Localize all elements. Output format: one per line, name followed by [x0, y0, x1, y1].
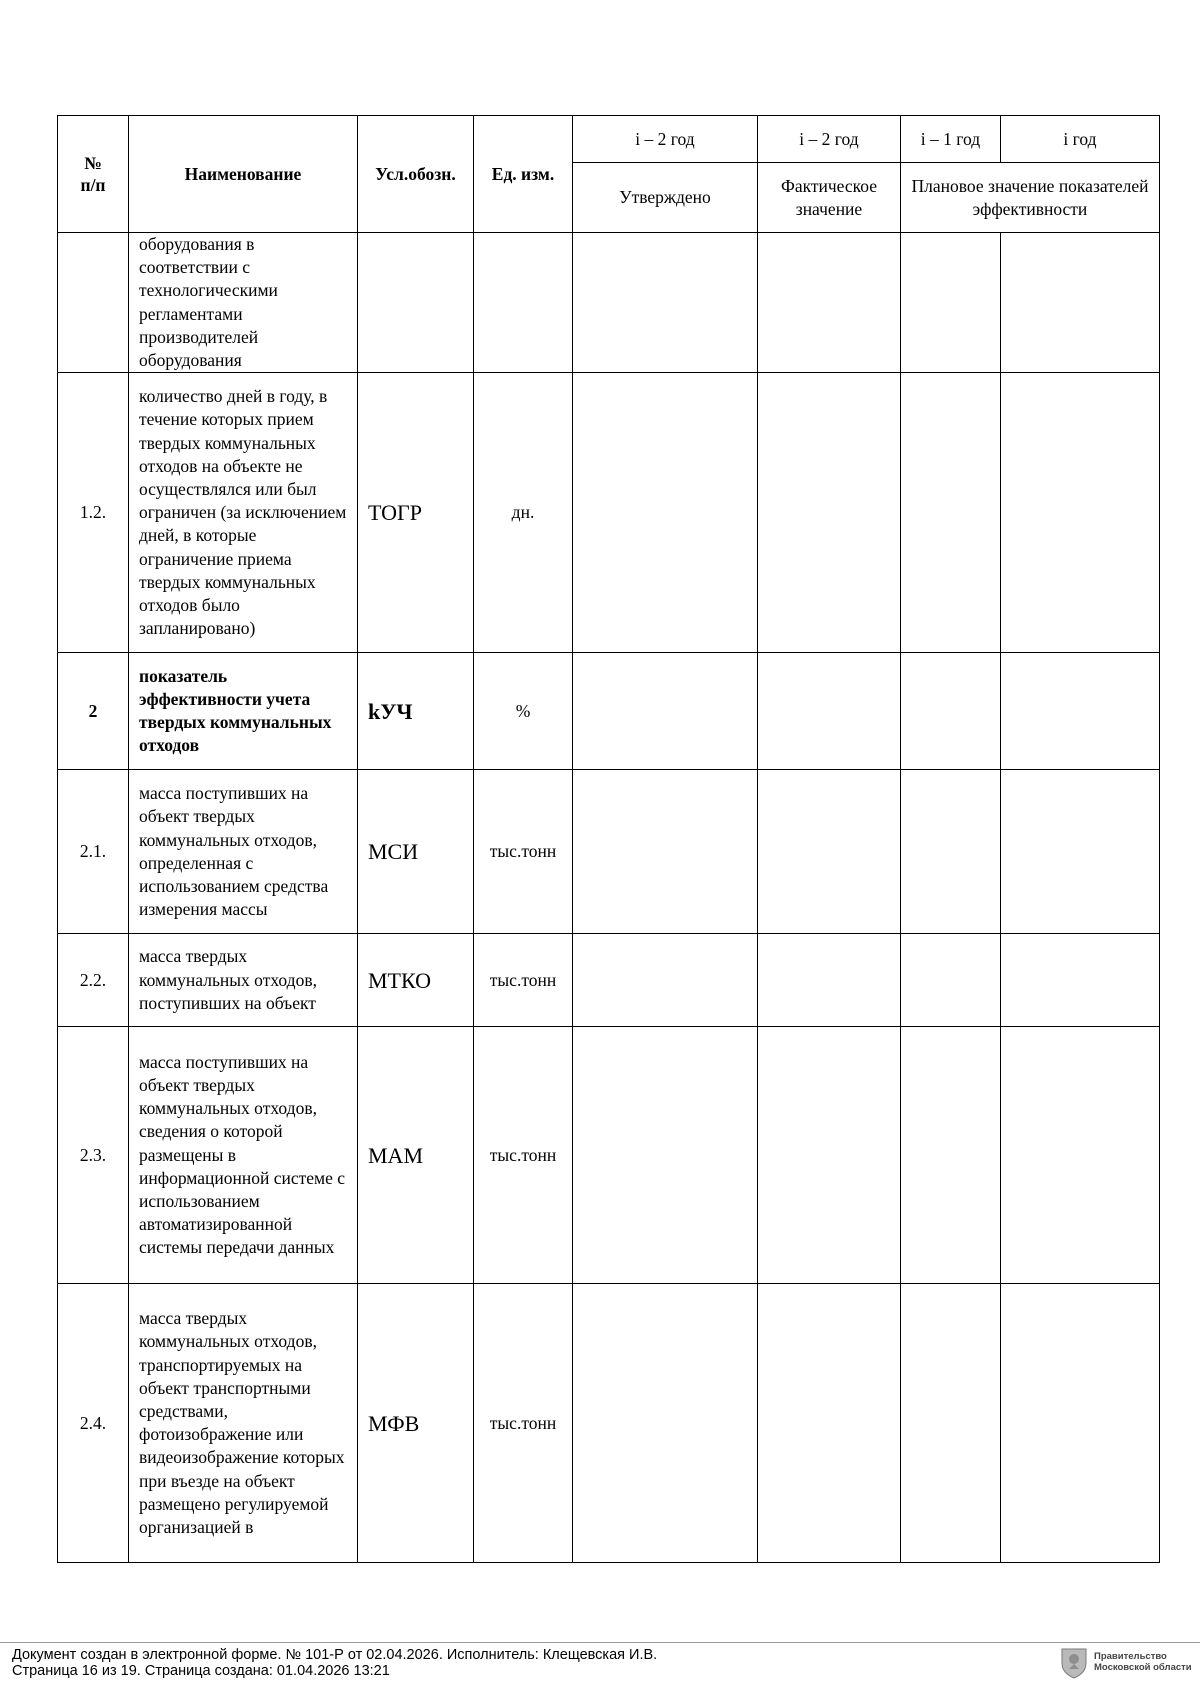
header-plan: Плановое значение показателей эффективности	[901, 163, 1160, 233]
header-year-2: i – 2 год	[758, 116, 901, 163]
row-code: МАМ	[358, 1027, 474, 1284]
cell-actual	[758, 233, 901, 373]
cell-plan-curr	[1001, 233, 1160, 373]
row-unit: тыс.тонн	[474, 770, 573, 934]
document-footer	[12, 1647, 657, 1679]
footer-divider	[0, 1642, 1200, 1643]
row-name: оборудования в соответствии с технологическими регламентами производителей оборудования	[129, 233, 358, 373]
header-approved: Утверждено	[573, 163, 758, 233]
row-name: количество дней в году, в течение которых прием твердых коммунальных отходов на объекте не осуществлялся или был ограничен (за исключением дней, в которые ограничение приема твердых коммунальных отходов было запланировано)	[129, 373, 358, 653]
row-unit: тыс.тонн	[474, 934, 573, 1027]
row-unit: тыс.тонн	[474, 1284, 573, 1563]
row-num: 1.2.	[58, 373, 129, 653]
header-name: Наименование	[129, 116, 358, 233]
row-num: 2.1.	[58, 770, 129, 934]
cell-plan-prev	[901, 1027, 1001, 1284]
cell-approved	[573, 373, 758, 653]
cell-approved	[573, 770, 758, 934]
row-name: масса твердых коммунальных отходов, транспортируемых на объект транспортными средствами, фотоизображение или видеоизображение которых при въезде на объект размещено регулируемой организацией в	[129, 1284, 358, 1563]
row-num: 2.3.	[58, 1027, 129, 1284]
row-num: 2.4.	[58, 1284, 129, 1563]
header-actual: Фактическое значение	[758, 163, 901, 233]
header-code: Усл.обозн.	[358, 116, 474, 233]
cell-plan-curr	[1001, 373, 1160, 653]
table-row	[58, 770, 1160, 934]
header-year-4: i год	[1001, 116, 1160, 163]
table-row	[58, 1027, 1160, 1284]
indicators-table	[57, 115, 1160, 1563]
row-code	[358, 233, 474, 373]
footer-line-1: Документ создан в электронной форме. № 101-Р от 02.04.2026. Исполнитель: Клещевская И.В.	[12, 1647, 658, 1663]
cell-plan-curr	[1001, 934, 1160, 1027]
row-unit: дн.	[474, 373, 573, 653]
row-code: ТОГР	[358, 373, 474, 653]
cell-actual	[758, 653, 901, 770]
cell-actual	[758, 770, 901, 934]
government-logo	[1060, 1642, 1192, 1682]
table-row	[58, 233, 1160, 373]
cell-plan-curr	[1001, 770, 1160, 934]
cell-actual	[758, 1284, 901, 1563]
cell-approved	[573, 653, 758, 770]
table-row-section	[58, 653, 1160, 770]
row-unit	[474, 233, 573, 373]
row-name: показатель эффективности учета твердых коммунальных отходов	[129, 653, 358, 770]
row-code: МТКО	[358, 934, 474, 1027]
cell-actual	[758, 1027, 901, 1284]
table-row	[58, 373, 1160, 653]
header-year-3: i – 1 год	[901, 116, 1001, 163]
row-name: масса поступивших на объект твердых коммунальных отходов, сведения о которой размещены в информационной системе с использованием автоматизированной системы передачи данных	[129, 1027, 358, 1284]
header-year-1: i – 2 год	[573, 116, 758, 163]
cell-approved	[573, 934, 758, 1027]
row-code: kУЧ	[358, 653, 474, 770]
cell-plan-curr	[1001, 653, 1160, 770]
cell-actual	[758, 934, 901, 1027]
header-num: № п/п	[58, 116, 129, 233]
cell-plan-prev	[901, 653, 1001, 770]
cell-actual	[758, 373, 901, 653]
cell-plan-prev	[901, 770, 1001, 934]
cell-plan-prev	[901, 934, 1001, 1027]
row-num: 2	[58, 653, 129, 770]
table-row	[58, 1284, 1160, 1563]
cell-plan-curr	[1001, 1284, 1160, 1563]
cell-approved	[573, 1027, 758, 1284]
cell-plan-prev	[901, 1284, 1001, 1563]
table-row	[58, 934, 1160, 1027]
cell-plan-prev	[901, 373, 1001, 653]
row-num	[58, 233, 129, 373]
coat-of-arms-icon	[1060, 1645, 1088, 1679]
row-code: МФВ	[358, 1284, 474, 1563]
row-num: 2.2.	[58, 934, 129, 1027]
row-name: масса твердых коммунальных отходов, поступивших на объект	[129, 934, 358, 1027]
row-code: МСИ	[358, 770, 474, 934]
footer-line-2: Страница 16 из 19. Страница создана: 01.04.2026 13:21	[12, 1663, 390, 1679]
cell-approved	[573, 233, 758, 373]
cell-plan-curr	[1001, 1027, 1160, 1284]
row-unit: тыс.тонн	[474, 1027, 573, 1284]
cell-approved	[573, 1284, 758, 1563]
cell-plan-prev	[901, 233, 1001, 373]
header-unit: Ед. изм.	[474, 116, 573, 233]
logo-caption: Правительство Московской области	[1094, 1651, 1192, 1673]
row-name: масса поступивших на объект твердых коммунальных отходов, определенная с использованием средства измерения массы	[129, 770, 358, 934]
row-unit: %	[474, 653, 573, 770]
